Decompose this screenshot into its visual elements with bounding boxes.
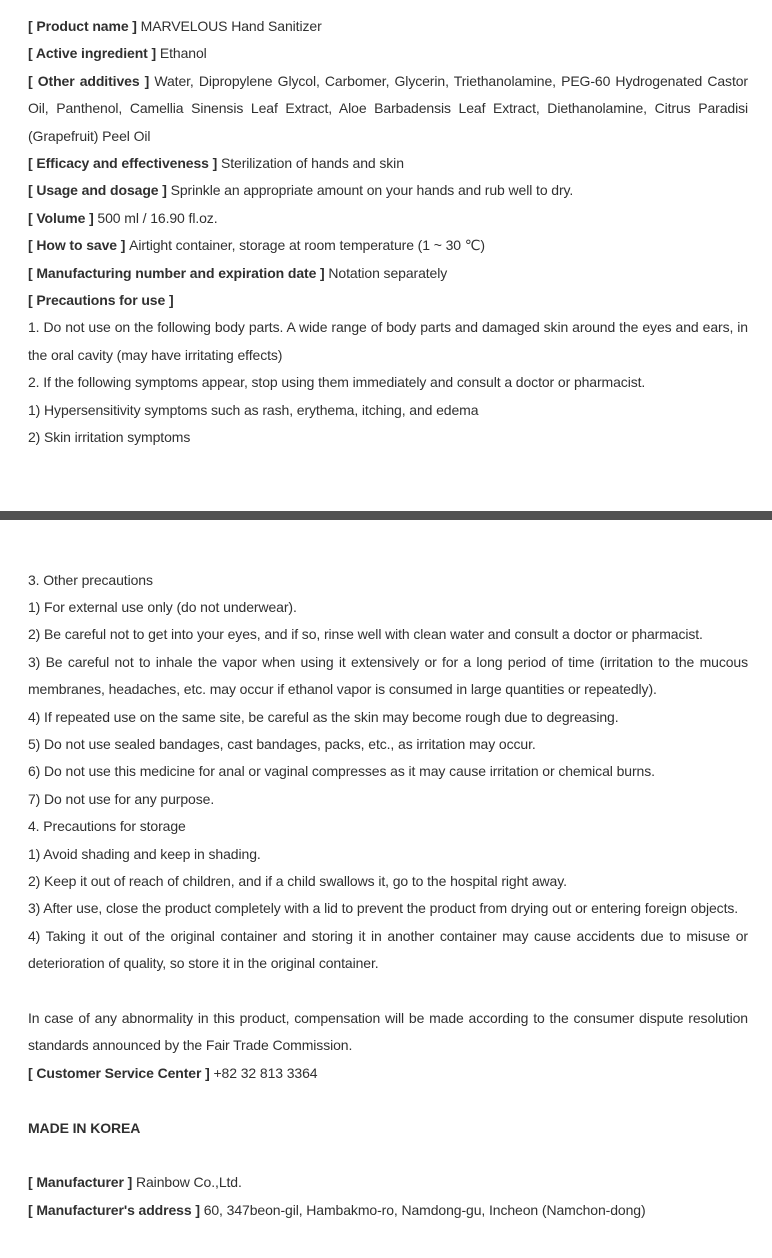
field-label: [ Manufacturer ]	[28, 1174, 136, 1191]
paragraph: [ Efficacy and effectiveness ] Sterilization of hands and skin	[28, 155, 404, 172]
paragraph: [ Manufacturer's address ] 60, 347beon-gil, Hambakmo-ro, Namdong-gu, Incheon (Namchon-dong)	[28, 1201, 646, 1218]
paragraph: 6) Do not use this medicine for anal or vaginal compresses as it may cause irritation or chemical burns.	[28, 763, 655, 780]
paragraph: 5) Do not use sealed bandages, cast bandages, packs, etc., as irritation may occur.	[28, 735, 536, 752]
field-label: [ Active ingredient ]	[28, 45, 160, 62]
field-label: [ Precautions for use ]	[28, 292, 174, 309]
paragraph: 3) After use, close the product completely with a lid to prevent the product from drying out or entering foreign objects.	[28, 900, 739, 917]
paragraph: 1) Hypersensitivity symptoms such as rash, erythema, itching, and edema	[28, 401, 479, 418]
paragraph: [ Product name ] MARVELOUS Hand Sanitizer	[28, 18, 322, 34]
paragraph: 2) Be careful not to get into your eyes, and if so, rinse well with clean water and consult a doctor or pharmacist.	[28, 626, 703, 643]
paragraph: MADE IN KOREA	[28, 1119, 141, 1136]
paragraph: 2) Keep it out of reach of children, and if a child swallows it, go to the hospital right away.	[28, 872, 567, 889]
paragraph: 3) Be careful not to inhale the vapor when using it extensively or for a long period of time (irritation to the mucous membranes, headaches, etc. may occur if ethanol vapor is consumed in large quantities or repeatedly).	[28, 653, 748, 698]
field-label: [ Efficacy and effectiveness ]	[28, 155, 221, 172]
field-label: [ Usage and dosage ]	[28, 182, 171, 199]
field-label: [ Other additives ]	[28, 72, 155, 89]
paragraph: 1) Avoid shading and keep in shading.	[28, 845, 261, 862]
paragraph: 3. Other precautions	[28, 571, 153, 588]
paragraph: 1. Do not use on the following body parts. A wide range of body parts and damaged skin around the eyes and ears, in the oral cavity (may have irritating effects)	[28, 319, 748, 363]
paragraph: 2. If the following symptoms appear, stop using them immediately and consult a doctor or pharmacist.	[28, 374, 646, 391]
paragraph: In case of any abnormality in this product, compensation will be made according to the consumer dispute resolution standards announced by the Fair Trade Commission.	[28, 1009, 748, 1054]
paragraph: [ Manufacturer ] Rainbow Co.,Ltd.	[28, 1174, 242, 1191]
field-label: [ Volume ]	[28, 209, 98, 226]
field-label: [ Product name ]	[28, 18, 141, 34]
paragraph: [ Volume ] 500 ml / 16.90 fl.oz.	[28, 209, 218, 226]
paragraph: [ Usage and dosage ] Sprinkle an appropriate amount on your hands and rub well to dry.	[28, 182, 574, 199]
paragraph: [ Manufacturing number and expiration date ] Notation separately	[28, 264, 448, 281]
section-divider	[0, 511, 772, 520]
product-info-section	[28, 13, 748, 452]
field-label: [ Customer Service Center ]	[28, 1064, 214, 1081]
paragraph: [ How to save ] Airtight container, storage at room temperature (1 ~ 30 ℃)	[28, 237, 485, 254]
paragraph: 1) For external use only (do not underwear).	[28, 598, 297, 615]
paragraph: 2) Skin irritation symptoms	[28, 429, 191, 446]
paragraph: [ Customer Service Center ] +82 32 813 3364	[28, 1064, 318, 1081]
paragraph: 7) Do not use for any purpose.	[28, 790, 215, 807]
paragraph: 4) Taking it out of the original container and storing it in another container may cause accidents due to misuse or deterioration of quality, so store it in the original container.	[28, 927, 748, 972]
paragraph: 4. Precautions for storage	[28, 818, 186, 835]
paragraph: 4) If repeated use on the same site, be careful as the skin may become rough due to degreasing.	[28, 708, 619, 725]
precautions-continued-section	[28, 567, 748, 1225]
paragraph: [ Other additives ] Water, Dipropylene Glycol, Carbomer, Glycerin, Triethanolamine, PEG-60 Hydrogenated Castor Oil, Panthenol, Camellia Sinensis Leaf Extract, Aloe Barbadensis Leaf Extract, Diethanolamine, Citrus Paradisi (Grapefruit) Peel Oil	[28, 72, 748, 144]
field-label: [ How to save ]	[28, 237, 130, 254]
paragraph: [ Active ingredient ] Ethanol	[28, 45, 207, 62]
field-label: [ Manufacturing number and expiration date ]	[28, 264, 329, 281]
field-label: [ Manufacturer's address ]	[28, 1201, 204, 1218]
paragraph	[28, 287, 748, 314]
